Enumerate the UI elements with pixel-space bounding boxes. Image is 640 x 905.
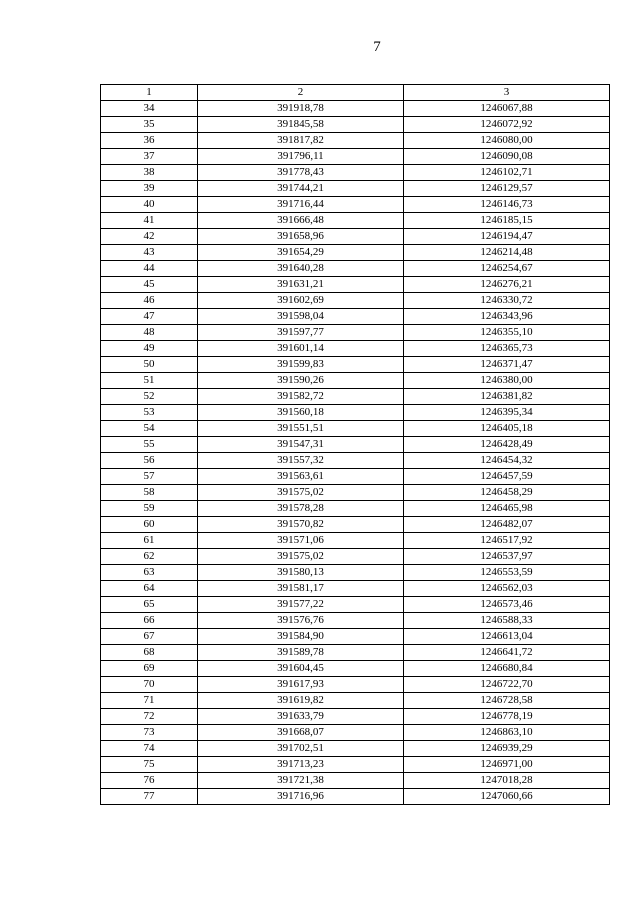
x-coordinate-cell: 391796,11 bbox=[198, 149, 404, 165]
x-coordinate-cell: 391590,26 bbox=[198, 373, 404, 389]
header-cell-2: 2 bbox=[198, 85, 404, 101]
x-coordinate-cell: 391817,82 bbox=[198, 133, 404, 149]
table-row bbox=[101, 677, 610, 693]
table-row bbox=[101, 165, 610, 181]
page-number: 7 bbox=[373, 39, 381, 55]
point-number-cell: 34 bbox=[101, 101, 198, 117]
table-row bbox=[101, 741, 610, 757]
y-coordinate-cell: 1246080,00 bbox=[404, 133, 610, 149]
point-number-cell: 56 bbox=[101, 453, 198, 469]
y-coordinate-cell: 1246641,72 bbox=[404, 645, 610, 661]
table-row bbox=[101, 533, 610, 549]
x-coordinate-cell: 391721,38 bbox=[198, 773, 404, 789]
table-row bbox=[101, 389, 610, 405]
point-number-cell: 49 bbox=[101, 341, 198, 357]
table-row bbox=[101, 757, 610, 773]
y-coordinate-cell: 1246194,47 bbox=[404, 229, 610, 245]
table-row bbox=[101, 405, 610, 421]
x-coordinate-cell: 391598,04 bbox=[198, 309, 404, 325]
point-number-cell: 72 bbox=[101, 709, 198, 725]
y-coordinate-cell: 1246067,88 bbox=[404, 101, 610, 117]
y-coordinate-cell: 1246146,73 bbox=[404, 197, 610, 213]
point-number-cell: 44 bbox=[101, 261, 198, 277]
x-coordinate-cell: 391640,28 bbox=[198, 261, 404, 277]
table-row bbox=[101, 133, 610, 149]
table-row bbox=[101, 517, 610, 533]
point-number-cell: 40 bbox=[101, 197, 198, 213]
x-coordinate-cell: 391601,14 bbox=[198, 341, 404, 357]
y-coordinate-cell: 1247018,28 bbox=[404, 773, 610, 789]
y-coordinate-cell: 1246465,98 bbox=[404, 501, 610, 517]
y-coordinate-cell: 1246405,18 bbox=[404, 421, 610, 437]
point-number-cell: 63 bbox=[101, 565, 198, 581]
y-coordinate-cell: 1246778,19 bbox=[404, 709, 610, 725]
x-coordinate-cell: 391570,82 bbox=[198, 517, 404, 533]
y-coordinate-cell: 1246562,03 bbox=[404, 581, 610, 597]
point-number-cell: 73 bbox=[101, 725, 198, 741]
y-coordinate-cell: 1246072,92 bbox=[404, 117, 610, 133]
x-coordinate-cell: 391631,21 bbox=[198, 277, 404, 293]
point-number-cell: 45 bbox=[101, 277, 198, 293]
point-number-cell: 61 bbox=[101, 533, 198, 549]
x-coordinate-cell: 391845,58 bbox=[198, 117, 404, 133]
table-row bbox=[101, 789, 610, 805]
x-coordinate-cell: 391666,48 bbox=[198, 213, 404, 229]
x-coordinate-cell: 391617,93 bbox=[198, 677, 404, 693]
x-coordinate-cell: 391716,96 bbox=[198, 789, 404, 805]
x-coordinate-cell: 391744,21 bbox=[198, 181, 404, 197]
y-coordinate-cell: 1246722,70 bbox=[404, 677, 610, 693]
y-coordinate-cell: 1246680,84 bbox=[404, 661, 610, 677]
y-coordinate-cell: 1246185,15 bbox=[404, 213, 610, 229]
table-row bbox=[101, 469, 610, 485]
x-coordinate-cell: 391589,78 bbox=[198, 645, 404, 661]
point-number-cell: 57 bbox=[101, 469, 198, 485]
y-coordinate-cell: 1246276,21 bbox=[404, 277, 610, 293]
header-cell-1: 1 bbox=[101, 85, 198, 101]
x-coordinate-cell: 391571,06 bbox=[198, 533, 404, 549]
y-coordinate-cell: 1246365,73 bbox=[404, 341, 610, 357]
point-number-cell: 62 bbox=[101, 549, 198, 565]
table-row bbox=[101, 661, 610, 677]
y-coordinate-cell: 1246428,49 bbox=[404, 437, 610, 453]
point-number-cell: 55 bbox=[101, 437, 198, 453]
table-row bbox=[101, 101, 610, 117]
point-number-cell: 38 bbox=[101, 165, 198, 181]
y-coordinate-cell: 1246458,29 bbox=[404, 485, 610, 501]
x-coordinate-cell: 391713,23 bbox=[198, 757, 404, 773]
y-coordinate-cell: 1246971,00 bbox=[404, 757, 610, 773]
table-row bbox=[101, 773, 610, 789]
table-row bbox=[101, 645, 610, 661]
coordinates-table bbox=[100, 84, 610, 805]
table-row bbox=[101, 309, 610, 325]
point-number-cell: 52 bbox=[101, 389, 198, 405]
x-coordinate-cell: 391582,72 bbox=[198, 389, 404, 405]
x-coordinate-cell: 391778,43 bbox=[198, 165, 404, 181]
point-number-cell: 51 bbox=[101, 373, 198, 389]
table-row bbox=[101, 421, 610, 437]
table-row bbox=[101, 549, 610, 565]
table-body bbox=[101, 85, 610, 805]
table-row bbox=[101, 261, 610, 277]
y-coordinate-cell: 1246588,33 bbox=[404, 613, 610, 629]
x-coordinate-cell: 391547,31 bbox=[198, 437, 404, 453]
table-row bbox=[101, 725, 610, 741]
x-coordinate-cell: 391716,44 bbox=[198, 197, 404, 213]
y-coordinate-cell: 1246553,59 bbox=[404, 565, 610, 581]
table-row bbox=[101, 597, 610, 613]
y-coordinate-cell: 1246102,71 bbox=[404, 165, 610, 181]
x-coordinate-cell: 391584,90 bbox=[198, 629, 404, 645]
point-number-cell: 64 bbox=[101, 581, 198, 597]
x-coordinate-cell: 391597,77 bbox=[198, 325, 404, 341]
y-coordinate-cell: 1246381,82 bbox=[404, 389, 610, 405]
point-number-cell: 68 bbox=[101, 645, 198, 661]
table-row bbox=[101, 453, 610, 469]
y-coordinate-cell: 1246482,07 bbox=[404, 517, 610, 533]
x-coordinate-cell: 391918,78 bbox=[198, 101, 404, 117]
table-row bbox=[101, 501, 610, 517]
x-coordinate-cell: 391658,96 bbox=[198, 229, 404, 245]
x-coordinate-cell: 391581,17 bbox=[198, 581, 404, 597]
x-coordinate-cell: 391577,22 bbox=[198, 597, 404, 613]
point-number-cell: 41 bbox=[101, 213, 198, 229]
y-coordinate-cell: 1246454,32 bbox=[404, 453, 610, 469]
y-coordinate-cell: 1246090,08 bbox=[404, 149, 610, 165]
y-coordinate-cell: 1246343,96 bbox=[404, 309, 610, 325]
x-coordinate-cell: 391602,69 bbox=[198, 293, 404, 309]
point-number-cell: 46 bbox=[101, 293, 198, 309]
table-row bbox=[101, 373, 610, 389]
point-number-cell: 54 bbox=[101, 421, 198, 437]
y-coordinate-cell: 1246537,97 bbox=[404, 549, 610, 565]
table-row bbox=[101, 229, 610, 245]
table-row bbox=[101, 693, 610, 709]
table-row bbox=[101, 277, 610, 293]
table-row bbox=[101, 629, 610, 645]
point-number-cell: 47 bbox=[101, 309, 198, 325]
x-coordinate-cell: 391654,29 bbox=[198, 245, 404, 261]
x-coordinate-cell: 391563,61 bbox=[198, 469, 404, 485]
table-row bbox=[101, 565, 610, 581]
point-number-cell: 39 bbox=[101, 181, 198, 197]
x-coordinate-cell: 391604,45 bbox=[198, 661, 404, 677]
x-coordinate-cell: 391633,79 bbox=[198, 709, 404, 725]
x-coordinate-cell: 391619,82 bbox=[198, 693, 404, 709]
table-row bbox=[101, 293, 610, 309]
point-number-cell: 74 bbox=[101, 741, 198, 757]
point-number-cell: 76 bbox=[101, 773, 198, 789]
point-number-cell: 70 bbox=[101, 677, 198, 693]
y-coordinate-cell: 1246355,10 bbox=[404, 325, 610, 341]
x-coordinate-cell: 391580,13 bbox=[198, 565, 404, 581]
table-row bbox=[101, 181, 610, 197]
table-row bbox=[101, 485, 610, 501]
table-row bbox=[101, 709, 610, 725]
point-number-cell: 35 bbox=[101, 117, 198, 133]
point-number-cell: 71 bbox=[101, 693, 198, 709]
point-number-cell: 69 bbox=[101, 661, 198, 677]
y-coordinate-cell: 1246395,34 bbox=[404, 405, 610, 421]
y-coordinate-cell: 1246330,72 bbox=[404, 293, 610, 309]
y-coordinate-cell: 1246214,48 bbox=[404, 245, 610, 261]
point-number-cell: 48 bbox=[101, 325, 198, 341]
point-number-cell: 53 bbox=[101, 405, 198, 421]
y-coordinate-cell: 1247060,66 bbox=[404, 789, 610, 805]
table-row bbox=[101, 437, 610, 453]
x-coordinate-cell: 391551,51 bbox=[198, 421, 404, 437]
x-coordinate-cell: 391599,83 bbox=[198, 357, 404, 373]
point-number-cell: 66 bbox=[101, 613, 198, 629]
table-row bbox=[101, 117, 610, 133]
point-number-cell: 50 bbox=[101, 357, 198, 373]
x-coordinate-cell: 391575,02 bbox=[198, 549, 404, 565]
y-coordinate-cell: 1246380,00 bbox=[404, 373, 610, 389]
point-number-cell: 42 bbox=[101, 229, 198, 245]
y-coordinate-cell: 1246613,04 bbox=[404, 629, 610, 645]
point-number-cell: 67 bbox=[101, 629, 198, 645]
table-row bbox=[101, 197, 610, 213]
x-coordinate-cell: 391575,02 bbox=[198, 485, 404, 501]
y-coordinate-cell: 1246939,29 bbox=[404, 741, 610, 757]
point-number-cell: 59 bbox=[101, 501, 198, 517]
y-coordinate-cell: 1246573,46 bbox=[404, 597, 610, 613]
point-number-cell: 77 bbox=[101, 789, 198, 805]
point-number-cell: 65 bbox=[101, 597, 198, 613]
x-coordinate-cell: 391578,28 bbox=[198, 501, 404, 517]
y-coordinate-cell: 1246457,59 bbox=[404, 469, 610, 485]
point-number-cell: 36 bbox=[101, 133, 198, 149]
header-cell-3: 3 bbox=[404, 85, 610, 101]
table-header-row bbox=[101, 85, 610, 101]
y-coordinate-cell: 1246129,57 bbox=[404, 181, 610, 197]
point-number-cell: 37 bbox=[101, 149, 198, 165]
point-number-cell: 58 bbox=[101, 485, 198, 501]
point-number-cell: 60 bbox=[101, 517, 198, 533]
table-row bbox=[101, 245, 610, 261]
table-row bbox=[101, 325, 610, 341]
x-coordinate-cell: 391560,18 bbox=[198, 405, 404, 421]
x-coordinate-cell: 391702,51 bbox=[198, 741, 404, 757]
y-coordinate-cell: 1246371,47 bbox=[404, 357, 610, 373]
y-coordinate-cell: 1246863,10 bbox=[404, 725, 610, 741]
table-row bbox=[101, 149, 610, 165]
x-coordinate-cell: 391557,32 bbox=[198, 453, 404, 469]
y-coordinate-cell: 1246728,58 bbox=[404, 693, 610, 709]
x-coordinate-cell: 391576,76 bbox=[198, 613, 404, 629]
table-row bbox=[101, 581, 610, 597]
table-row bbox=[101, 213, 610, 229]
table-row bbox=[101, 613, 610, 629]
y-coordinate-cell: 1246254,67 bbox=[404, 261, 610, 277]
y-coordinate-cell: 1246517,92 bbox=[404, 533, 610, 549]
point-number-cell: 75 bbox=[101, 757, 198, 773]
x-coordinate-cell: 391668,07 bbox=[198, 725, 404, 741]
point-number-cell: 43 bbox=[101, 245, 198, 261]
table-row bbox=[101, 357, 610, 373]
table-row bbox=[101, 341, 610, 357]
